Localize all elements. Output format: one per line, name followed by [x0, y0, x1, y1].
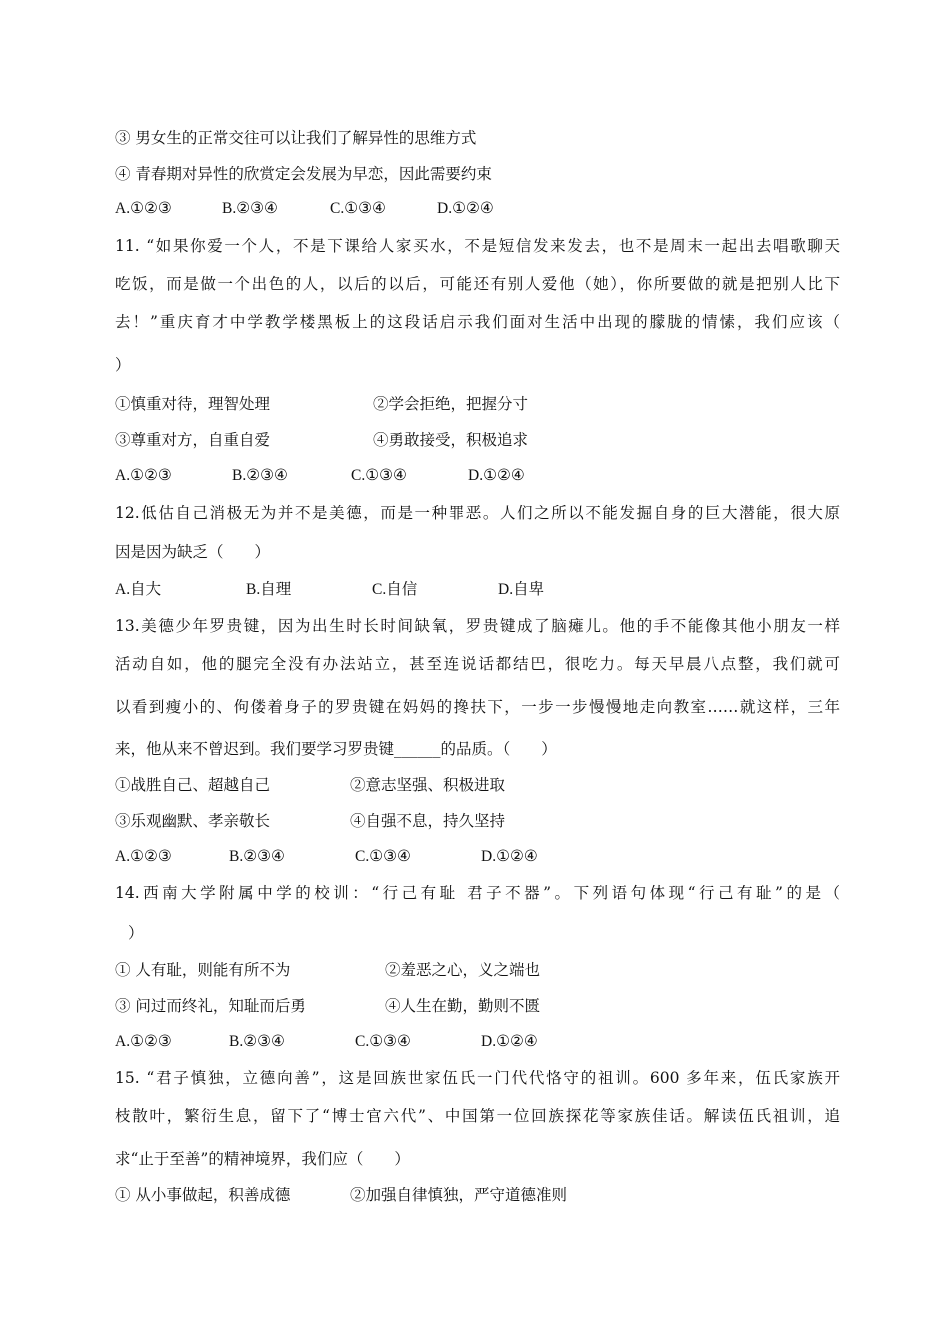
- q11-option-d: D.①②④: [468, 467, 525, 484]
- q14-statement-1: ① 人有耻，则能有所不为: [115, 961, 291, 979]
- q13-stem-line-1: 13.美德少年罗贵键，因为出生时长时间缺氧，罗贵键成了脑瘫儿。他的手不能像其他小朋友一样: [115, 617, 840, 635]
- q11-option-a: A.①②③: [115, 467, 172, 484]
- q14-statement-4: ④人生在勤，勤则不匮: [385, 997, 541, 1015]
- q10-option-b: B.②③④: [222, 200, 278, 217]
- q13-statement-2: ②意志坚强、积极进取: [350, 776, 506, 794]
- q13-statement-4: ④自强不息，持久坚持: [350, 812, 506, 830]
- q13-stem-line-3: 以看到瘦小的、佝偻着身子的罗贵键在妈妈的搀扶下，一步一步慢慢地走向教室……就这样，三年: [115, 698, 840, 716]
- q14-option-a: A.①②③: [115, 1033, 172, 1050]
- q10-statement-3: ③ 男女生的正常交往可以让我们了解异性的思维方式: [115, 129, 477, 147]
- q11-statement-2: ②学会拒绝，把握分寸: [373, 395, 529, 413]
- q14-stem-line-1: 14.西南大学附属中学的校训：“行己有耻 君子不器”。下列语句体现“行己有耻”的是（: [115, 884, 840, 902]
- q13-stem-line-2: 活动自如，他的腿完全没有办法站立，甚至连说话都结巴，很吃力。每天早晨八点整，我们就可: [115, 655, 840, 673]
- q14-option-d: D.①②④: [481, 1033, 538, 1050]
- q10-option-a: A.①②③: [115, 200, 172, 217]
- q11-stem-line-4: ）: [115, 356, 131, 374]
- q10-statement-4: ④ 青春期对异性的欣赏定会发展为早恋，因此需要约束: [115, 165, 492, 183]
- q14-option-c: C.①③④: [355, 1033, 411, 1050]
- q11-stem-line-2: 吃饭，而是做一个出色的人，以后的以后，可能还有别人爱他（她），你所要做的就是把别人比下: [115, 275, 840, 293]
- q13-option-a: A.①②③: [115, 848, 172, 865]
- q11-statement-3: ③尊重对方，自重自爱: [115, 431, 271, 449]
- q12-stem-line-1: 12.低估自己消极无为并不是美德，而是一种罪恶。人们之所以不能发掘自身的巨大潜能，很大原: [115, 504, 840, 522]
- q13-option-b: B.②③④: [229, 848, 285, 865]
- q11-option-c: C.①③④: [351, 467, 407, 484]
- q12-option-b: B.自理: [246, 581, 292, 598]
- q14-statement-2: ②羞恶之心，义之端也: [385, 961, 541, 979]
- q14-stem-line-2: ）: [128, 924, 144, 942]
- q12-stem-line-2: 因是因为缺乏（ ）: [115, 543, 271, 561]
- q15-stem-line-2: 枝散叶，繁衍生息，留下了“博士官六代”、中国第一位回族探花等家族佳话。解读伍氏祖训，追: [115, 1107, 840, 1125]
- q10-option-d: D.①②④: [437, 200, 494, 217]
- q12-option-d: D.自卑: [498, 581, 545, 598]
- q11-statement-1: ①慎重对待，理智处理: [115, 395, 271, 413]
- q11-option-b: B.②③④: [232, 467, 288, 484]
- q13-option-c: C.①③④: [355, 848, 411, 865]
- q15-statement-1: ① 从小事做起，积善成德: [115, 1186, 291, 1204]
- q13-option-d: D.①②④: [481, 848, 538, 865]
- q11-stem-line-3: 去！”重庆育才中学教学楼黑板上的这段话启示我们面对生活中出现的朦胧的情愫，我们应该（: [115, 313, 840, 331]
- q15-stem-line-1: 15. “君子慎独，立德向善”，这是回族世家伍氏一门代代恪守的祖训。600 多年来，伍氏家族开: [115, 1069, 840, 1087]
- q15-statement-2: ②加强自律慎独，严守道德准则: [350, 1186, 568, 1204]
- q15-stem-line-3: 求“止于至善”的精神境界，我们应（ ）: [115, 1150, 410, 1168]
- q14-statement-3: ③ 问过而终礼，知耻而后勇: [115, 997, 306, 1015]
- q13-statement-1: ①战胜自己、超越自己: [115, 776, 271, 794]
- q13-stem-line-4: 来，他从来不曾迟到。我们要学习罗贵键______的品质。（ ）: [115, 740, 557, 758]
- q11-statement-4: ④勇敢接受，积极追求: [373, 431, 529, 449]
- q11-stem-line-1: 11. “如果你爱一个人，不是下课给人家买水，不是短信发来发去，也不是周末一起出去唱歌聊天: [115, 237, 840, 255]
- q14-option-b: B.②③④: [229, 1033, 285, 1050]
- q12-option-a: A.自大: [115, 581, 162, 598]
- q12-option-c: C.自信: [372, 581, 418, 598]
- q10-option-c: C.①③④: [330, 200, 386, 217]
- q13-statement-3: ③乐观幽默、孝亲敬长: [115, 812, 271, 830]
